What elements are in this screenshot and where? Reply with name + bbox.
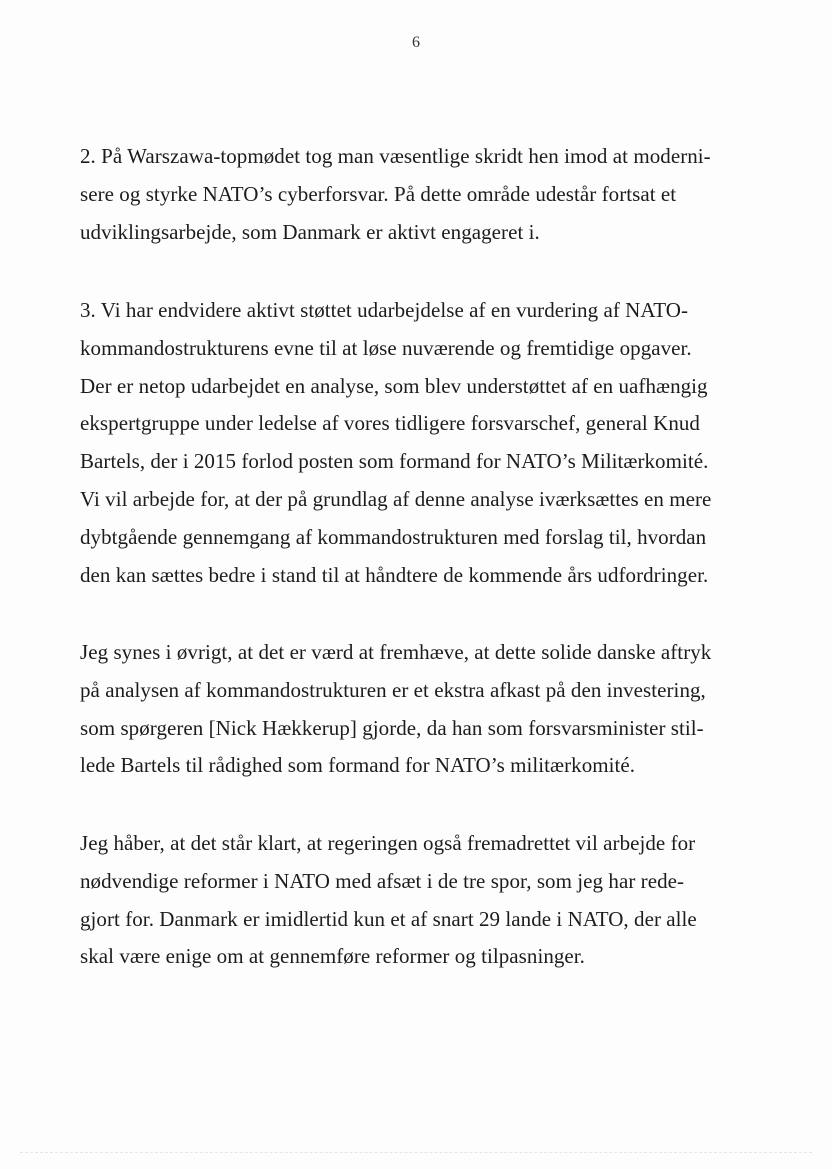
text-line: ekspertgruppe under ledelse af vores tidligere forsvarschef, general Knud xyxy=(80,411,700,436)
text-line: på analysen af kommandostrukturen er et ekstra afkast på den investering, xyxy=(80,677,706,702)
text-line: udviklingsarbejde, som Danmark er aktivt engageret i. xyxy=(80,219,540,244)
text-line: skal være enige om at gennemføre reformer og tilpasninger. xyxy=(80,944,585,969)
text-line: Vi vil arbejde for, at der på grundlag af denne analyse iværksættes en mere xyxy=(80,486,712,511)
text-line: som spørgeren [Nick Hækkerup] gjorde, da han som forsvarsminister stil- xyxy=(80,715,704,740)
text-line: 3. Vi har endvidere aktivt støttet udarbejdelse af en vurdering af NATO- xyxy=(80,298,689,322)
text-line: nødvendige reformer i NATO med afsæt i de tre spor, som jeg har rede- xyxy=(80,868,685,893)
text-line: 2. På Warszawa-topmødet tog man væsentlige skridt hen imod at moderni- xyxy=(80,144,711,168)
paragraph-danish-imprint xyxy=(80,634,760,785)
text-line: dybtgående gennemgang af kommandostrukturen med forslag til, hvordan xyxy=(80,524,707,549)
text-line: Der er netop udarbejdet en analyse, som blev understøttet af en uafhængig xyxy=(80,373,708,398)
text-line: Bartels, der i 2015 forlod posten som formand for NATO’s Militærkomité. xyxy=(80,449,709,474)
text-line: lede Bartels til rådighed som formand for NATO’s militærkomité. xyxy=(80,753,636,778)
text-line: gjort for. Danmark er imidlertid kun et af snart 29 lande i NATO, der alle xyxy=(80,906,697,931)
text-line: Jeg synes i øvrigt, at det er værd at fremhæve, at dette solide danske aftryk xyxy=(80,640,712,664)
scan-edge-divider xyxy=(20,1152,812,1153)
paragraph-command-structure xyxy=(80,292,760,594)
text-line: sere og styrke NATO’s cyberforsvar. På dette område udestår fortsat et xyxy=(80,181,677,206)
text-line: kommandostrukturens evne til at løse nuværende og fremtidige opgaver. xyxy=(80,335,692,360)
page-number: 6 xyxy=(412,34,420,51)
text-line: Jeg håber, at det står klart, at regeringen også fremadrettet vil arbejde for xyxy=(80,831,696,855)
paragraph-cyber-defence xyxy=(80,138,760,251)
text-line: den kan sættes bedre i stand til at håndtere de kommende års udfordringer. xyxy=(80,562,709,587)
paragraph-reforms xyxy=(80,825,760,976)
